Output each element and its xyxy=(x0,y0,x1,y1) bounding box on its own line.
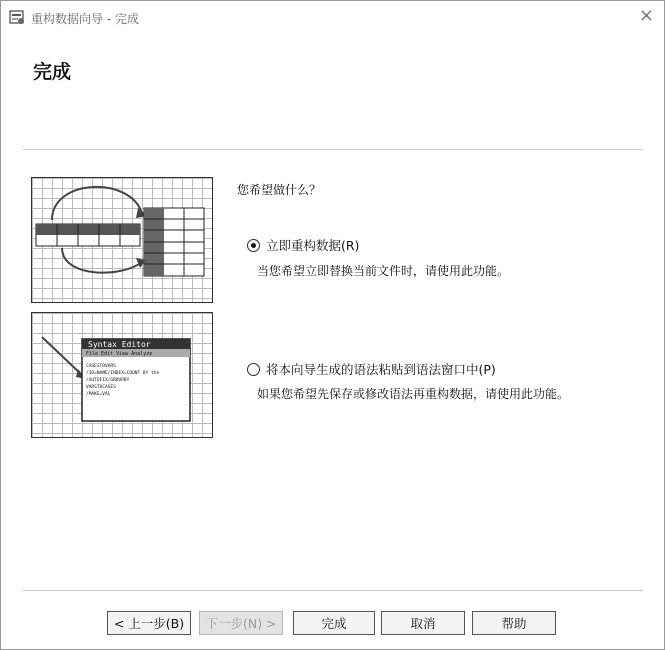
code-line: /AUTOFIX/GROUPBY xyxy=(86,378,130,383)
help-button[interactable]: 帮助 xyxy=(472,611,556,635)
option-description: 当您希望立即替换当前文件时，请使用此功能。 xyxy=(257,264,510,278)
radio-unselected-icon[interactable] xyxy=(247,363,260,376)
code-line: /ID=NAME/INDEX=COUNT BY the xyxy=(86,371,160,376)
footer-divider xyxy=(23,590,643,591)
option-description: 如果您希望先保存或修改语法再重构数据，请使用此功能。 xyxy=(257,387,570,401)
title-bar xyxy=(1,1,664,33)
app-icon xyxy=(9,9,25,25)
back-button[interactable]: < 上一步(B) xyxy=(107,611,191,635)
radio-selected-icon[interactable] xyxy=(247,239,260,252)
syntax-editor-illustration xyxy=(31,312,213,438)
next-button[interactable]: 下一步(N) > xyxy=(199,611,283,635)
editor-title-text: Syntax Editor xyxy=(88,340,151,349)
editor-menu-text: File Edit View Analyze xyxy=(86,351,153,357)
close-icon[interactable]: × xyxy=(638,5,654,26)
window-title: 重构数据向导 - 完成 xyxy=(31,12,139,26)
option-label: 立即重构数据(R) xyxy=(266,238,360,253)
cancel-button[interactable]: 取消 xyxy=(381,611,465,635)
code-line: /MAKE=VAL xyxy=(86,392,111,397)
option-label: 将本向导生成的语法粘贴到语法窗口中(P) xyxy=(266,362,496,377)
header-divider xyxy=(23,149,643,150)
option-restructure-now[interactable] xyxy=(247,236,359,254)
finish-button[interactable]: 完成 xyxy=(293,611,375,635)
question-label: 您希望做什么？ xyxy=(237,183,322,197)
page-title: 完成 xyxy=(33,61,72,83)
option-paste-syntax[interactable] xyxy=(247,360,496,378)
code-line: VARSTOCASES xyxy=(86,385,116,390)
restructure-illustration xyxy=(31,177,213,303)
code-line: CASESTOVARS xyxy=(86,364,116,369)
